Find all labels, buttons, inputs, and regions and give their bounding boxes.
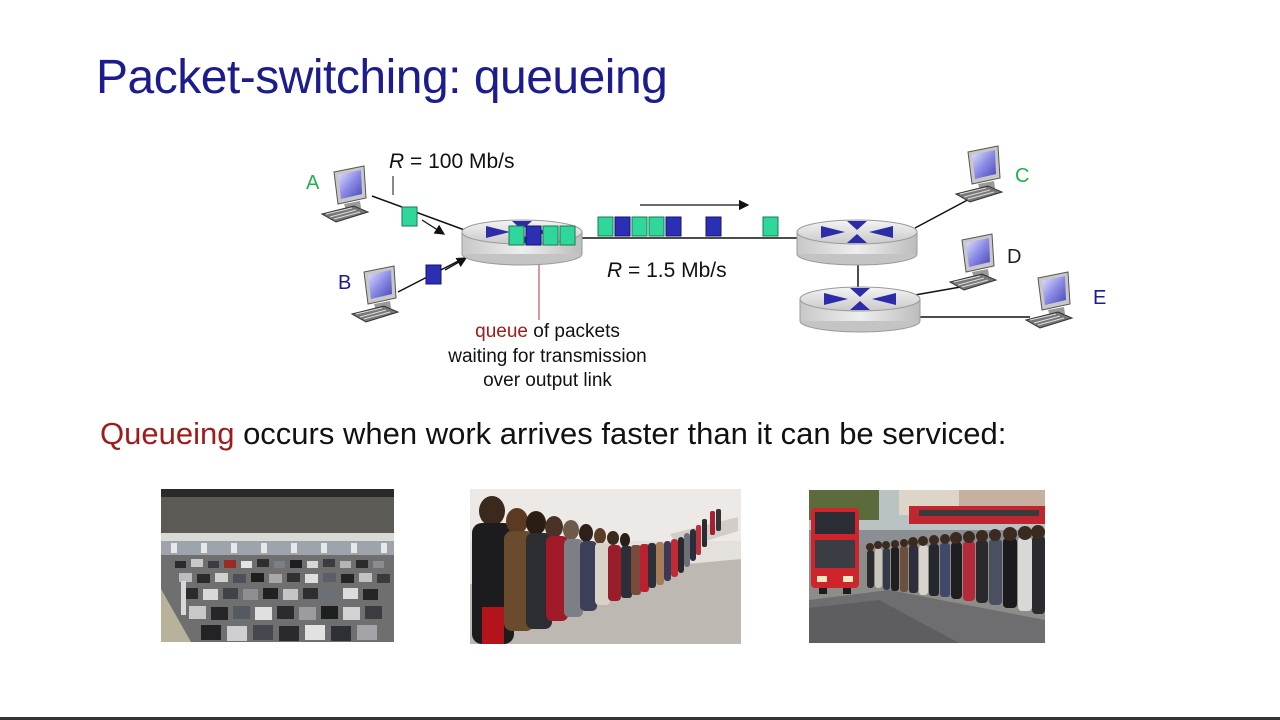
link-packet (632, 217, 647, 236)
host-label-e: E (1093, 287, 1107, 309)
statement-rest: occurs when work arrives faster than it can be serviced: (234, 416, 1007, 451)
packet-green-incoming (402, 207, 417, 226)
rate-value: = 1.5 Mb/s (622, 259, 727, 282)
packet-blue-incoming (426, 265, 441, 284)
statement-highlight: Queueing (100, 416, 235, 451)
output-rate-label (607, 259, 727, 283)
input-rate-label (389, 150, 514, 174)
link-packet (763, 217, 778, 236)
slide-title: Packet-switching: queueing (96, 51, 668, 104)
computer-b-icon (352, 266, 398, 322)
photo-people-queue (470, 489, 741, 644)
callout-line-1 (420, 320, 675, 345)
router-right-top (797, 220, 917, 265)
queue-packet (509, 226, 524, 245)
computer-d-icon (950, 234, 996, 290)
rate-symbol: R (607, 259, 623, 282)
link-packet (666, 217, 681, 236)
queue-packet (526, 226, 541, 245)
queue-callout (420, 320, 675, 394)
callout-line-1-rest: of packets (527, 321, 620, 342)
host-label-c: C (1015, 165, 1030, 187)
photo-bus-queue (809, 490, 1045, 643)
callout-line-3: over output link (483, 370, 612, 391)
queue-packet (560, 226, 575, 245)
callout-highlight: queue (475, 321, 528, 342)
host-label-b: B (338, 272, 352, 294)
host-label-d: D (1007, 246, 1022, 268)
router-right-bottom (800, 287, 920, 332)
output-link-packets (598, 217, 778, 236)
link-packet (615, 217, 630, 236)
computer-e-icon (1026, 272, 1072, 328)
link-packet (598, 217, 613, 236)
link-packet (706, 217, 721, 236)
callout-line-2: waiting for transmission (448, 345, 647, 367)
link-packet (649, 217, 664, 236)
computer-a-icon (322, 166, 368, 222)
rate-value: = 100 Mb/s (404, 150, 515, 173)
rate-symbol: R (389, 150, 405, 173)
host-label-a: A (306, 172, 320, 194)
queueing-statement (100, 416, 1006, 452)
red-bus (811, 508, 859, 594)
photo-traffic-jam (161, 489, 394, 642)
computer-c-icon (956, 146, 1002, 202)
queue-packet (543, 226, 558, 245)
